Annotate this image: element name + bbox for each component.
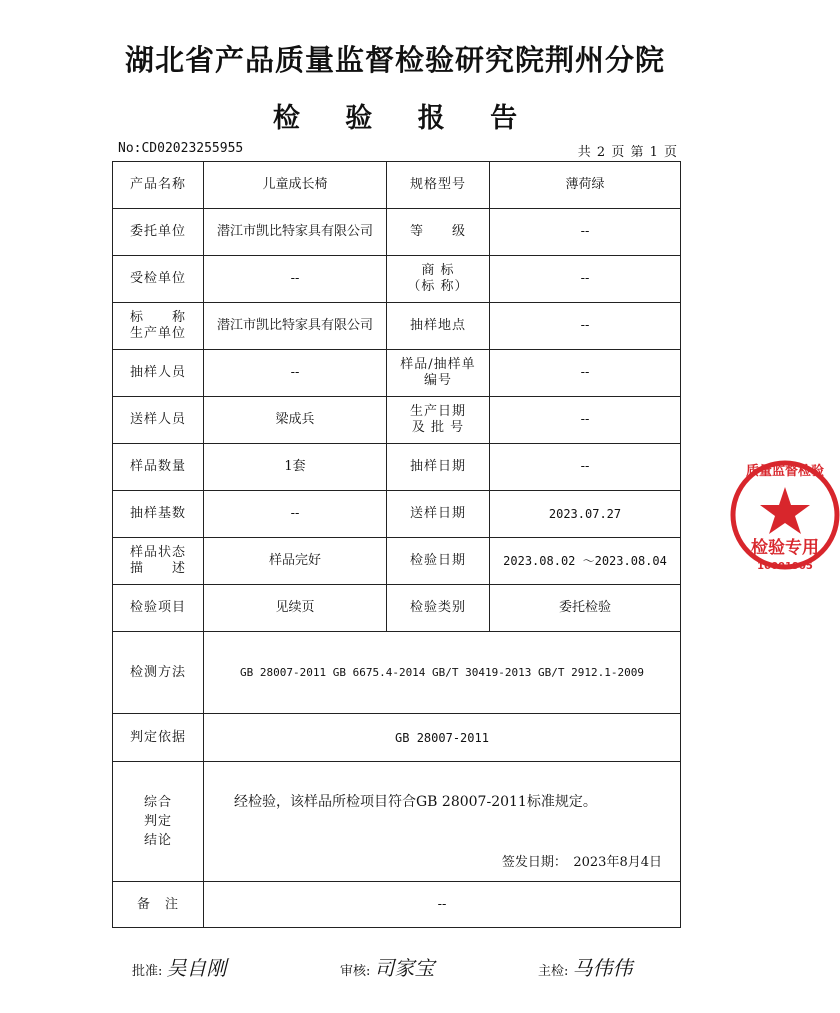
conclusion-label: 综合 判定 结论 xyxy=(113,762,204,882)
main-signature: 马伟伟 xyxy=(572,956,633,980)
field-value: -- xyxy=(490,350,681,397)
field-label: 检验日期 xyxy=(387,538,490,585)
field-label: 产品名称 xyxy=(113,162,204,209)
remark-label: 备 注 xyxy=(113,882,204,928)
conclusion-text: 经检验，该样品所检项目符合GB 28007-2011标准规定。 xyxy=(234,794,597,810)
main-inspector-signature xyxy=(538,952,632,981)
field-label: 商 标 （标 称） xyxy=(387,256,490,303)
table-row xyxy=(113,882,681,928)
field-value: -- xyxy=(204,256,387,303)
table-row xyxy=(113,397,681,444)
remark-value: -- xyxy=(204,882,681,928)
table-row xyxy=(113,762,681,882)
table-row xyxy=(113,162,681,209)
field-label: 抽样基数 xyxy=(113,491,204,538)
report-table xyxy=(112,161,681,928)
field-label: 送样人员 xyxy=(113,397,204,444)
field-label: 标 称 生产单位 xyxy=(113,303,204,350)
field-value: 潜江市凯比特家具有限公司 xyxy=(204,303,387,350)
reviewer-signature xyxy=(340,952,434,981)
basis-label: 判定依据 xyxy=(113,714,204,762)
field-label: 抽样地点 xyxy=(387,303,490,350)
table-row xyxy=(113,585,681,632)
field-value: -- xyxy=(490,256,681,303)
field-label: 样品数量 xyxy=(113,444,204,491)
field-value: -- xyxy=(490,209,681,256)
table-row xyxy=(113,350,681,397)
table-row xyxy=(113,714,681,762)
main-label: 主检: xyxy=(538,964,569,979)
conclusion-cell xyxy=(204,762,681,882)
report-title: 检 验 报 告 xyxy=(272,103,536,134)
field-value: 2023.08.02 ～2023.08.04 xyxy=(490,538,681,585)
field-label: 样品状态 描 述 xyxy=(113,538,204,585)
table-row xyxy=(113,444,681,491)
field-label: 等 级 xyxy=(387,209,490,256)
field-value: 2023.07.27 xyxy=(490,491,681,538)
field-value: 潜江市凯比特家具有限公司 xyxy=(204,209,387,256)
field-label: 检验项目 xyxy=(113,585,204,632)
table-row xyxy=(113,491,681,538)
field-value: 梁成兵 xyxy=(204,397,387,444)
approver-signature xyxy=(132,952,226,981)
table-row xyxy=(113,209,681,256)
table-row xyxy=(113,256,681,303)
review-label: 审核: xyxy=(340,964,371,979)
field-value: -- xyxy=(490,303,681,350)
stamp-text-top: 质量监督检验 xyxy=(745,464,825,479)
method-label: 检测方法 xyxy=(113,632,204,714)
table-row xyxy=(113,632,681,714)
field-label: 委托单位 xyxy=(113,209,204,256)
field-value: 委托检验 xyxy=(490,585,681,632)
field-value: -- xyxy=(204,491,387,538)
field-value: 见续页 xyxy=(204,585,387,632)
field-label: 抽样人员 xyxy=(113,350,204,397)
field-value: 薄荷绿 xyxy=(490,162,681,209)
method-value: GB 28007-2011 GB 6675.4-2014 GB/T 30419-2013 GB/T 2912.1-2009 xyxy=(204,632,681,714)
field-label: 抽样日期 xyxy=(387,444,490,491)
field-label: 受检单位 xyxy=(113,256,204,303)
field-label: 样品/抽样单 编号 xyxy=(387,350,490,397)
field-value: 1套 xyxy=(204,444,387,491)
report-number: No:CD02023255955 xyxy=(118,141,244,156)
approve-label: 批准: xyxy=(132,964,163,979)
field-value: 样品完好 xyxy=(204,538,387,585)
page-info: 共 2 页 第 1 页 xyxy=(577,145,678,160)
basis-value: GB 28007-2011 xyxy=(204,714,681,762)
field-label: 生产日期 及 批 号 xyxy=(387,397,490,444)
approve-signature: 吴自刚 xyxy=(166,956,227,980)
field-value: -- xyxy=(490,444,681,491)
institute-title: 湖北省产品质量监督检验研究院荆州分院 xyxy=(124,43,665,77)
stamp-text-bottom: 检验专用 xyxy=(751,538,819,558)
review-signature: 司家宝 xyxy=(374,956,435,980)
field-label: 送样日期 xyxy=(387,491,490,538)
official-stamp xyxy=(730,445,840,585)
field-value: -- xyxy=(204,350,387,397)
field-value: -- xyxy=(490,397,681,444)
stamp-code: 10001905 xyxy=(757,561,813,572)
star-icon xyxy=(760,487,810,534)
field-value: 儿童成长椅 xyxy=(204,162,387,209)
table-row xyxy=(113,538,681,585)
table-row xyxy=(113,303,681,350)
field-label: 检验类别 xyxy=(387,585,490,632)
issue-date: 签发日期： 2023年8月4日 xyxy=(501,855,662,870)
field-label: 规格型号 xyxy=(387,162,490,209)
